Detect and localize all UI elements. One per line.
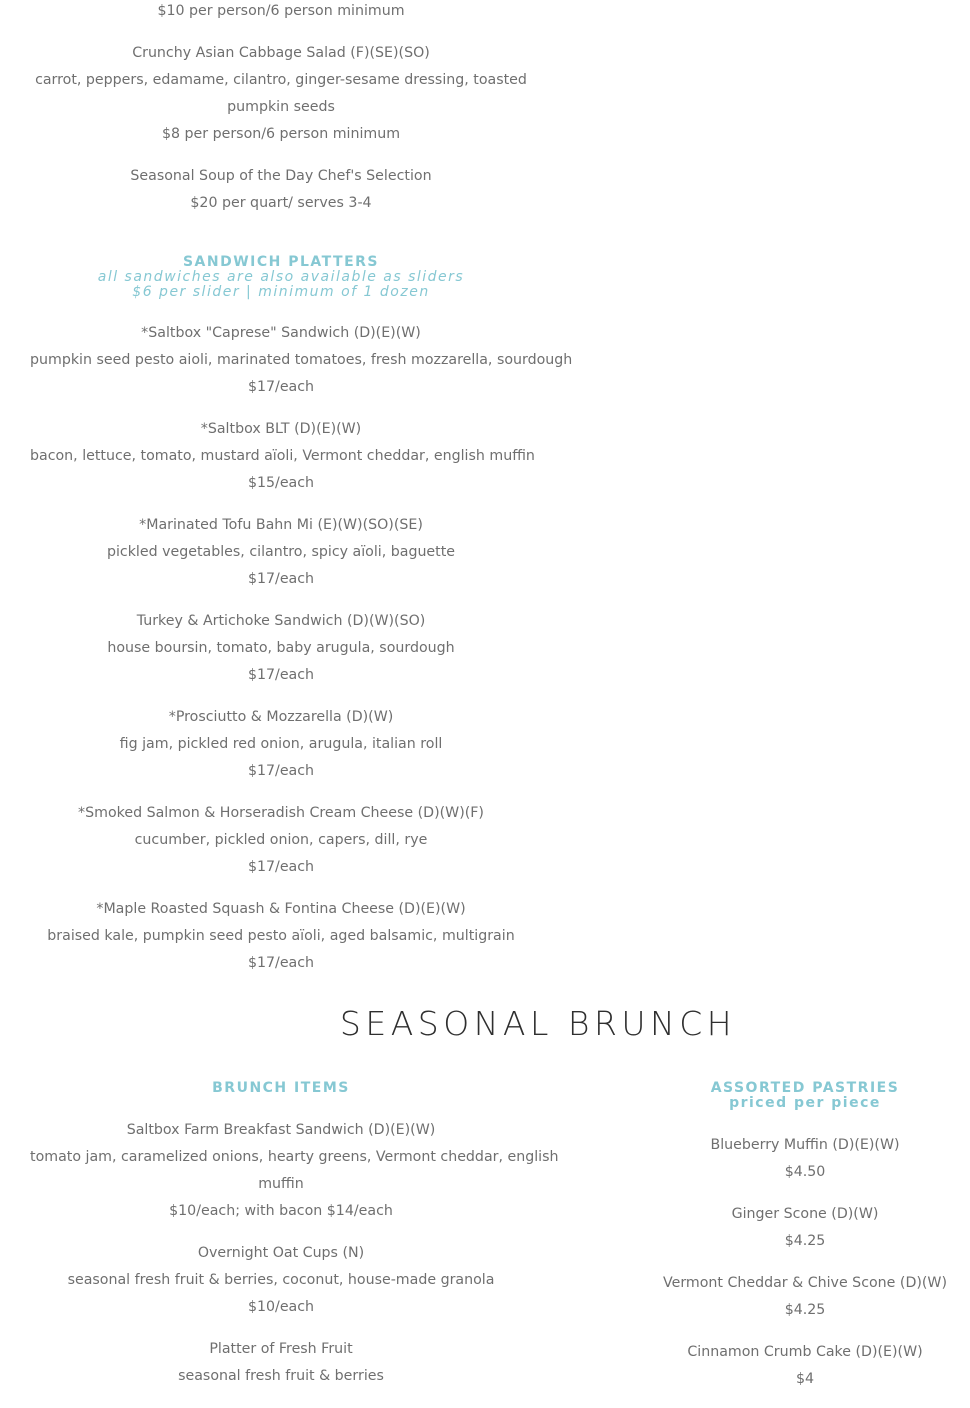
item-price: $4.25 (784, 1302, 826, 1318)
assorted-pastries-section (660, 1081, 950, 1408)
item-description: seasonal fresh fruit & berries (178, 1368, 384, 1384)
item-description: bacon, lettuce, tomato, mustard aïoli, Vermont cheddar, english muffin (30, 448, 535, 464)
item-price: $10/each; with bacon $14/each (169, 1203, 393, 1219)
section-subheading: priced per piece (729, 1095, 881, 1111)
item-description: braised kale, pumpkin seed pesto aïoli, aged balsamic, multigrain (47, 928, 515, 944)
list-item (660, 1132, 950, 1186)
item-name: *Prosciutto & Mozzarella (D)(W) (168, 709, 394, 725)
item-name: Overnight Oat Cups (N) (197, 1245, 365, 1261)
list-item (30, 40, 532, 148)
item-name: Turkey & Artichoke Sandwich (D)(W)(SO) (136, 613, 426, 629)
list-item (660, 1201, 950, 1255)
section-subheading: all sandwiches are also available as sliders (97, 269, 465, 285)
item-name: *Saltbox BLT (D)(E)(W) (200, 421, 362, 437)
list-item (30, 512, 532, 593)
section-heading: BRUNCH ITEMS (212, 1080, 350, 1096)
item-price: $10 per person/6 person minimum (157, 3, 405, 19)
list-item (30, 416, 535, 497)
item-description: carrot, peppers, edamame, cilantro, ginger-sesame dressing, toasted (35, 72, 527, 88)
brunch-items-section (30, 1080, 559, 1405)
list-item (660, 1270, 950, 1324)
item-name: Saltbox Farm Breakfast Sandwich (D)(E)(W) (126, 1122, 436, 1138)
item-price: $17/each (247, 571, 315, 587)
item-price: $4.50 (784, 1164, 826, 1180)
list-item (30, 0, 532, 25)
item-price: $4 (795, 1371, 815, 1387)
item-price: $10/each (247, 1299, 315, 1315)
item-description: tomato jam, caramelized onions, hearty greens, Vermont cheddar, english (30, 1149, 559, 1165)
item-name: *Saltbox "Caprese" Sandwich (D)(E)(W) (141, 325, 421, 341)
item-price: $17/each (247, 763, 315, 779)
item-description: pumpkin seed pesto aioli, marinated tomatoes, fresh mozzarella, sourdough (30, 352, 573, 368)
item-price: $4.25 (784, 1233, 826, 1249)
list-item (30, 896, 532, 977)
list-item (30, 163, 532, 217)
item-description: muffin (258, 1176, 304, 1192)
item-price: $15/each (247, 475, 315, 491)
item-description: fig jam, pickled red onion, arugula, italian roll (119, 736, 443, 752)
item-description: cucumber, pickled onion, capers, dill, rye (134, 832, 428, 848)
item-price: $20 per quart/ serves 3-4 (190, 195, 372, 211)
list-item (660, 1339, 950, 1393)
item-name: Platter of Fresh Fruit (209, 1341, 353, 1357)
item-description: house boursin, tomato, baby arugula, sourdough (107, 640, 455, 656)
section-subheading: $6 per slider | minimum of 1 dozen (132, 284, 430, 300)
item-price: $17/each (247, 955, 315, 971)
list-item (30, 1240, 532, 1321)
item-price: $8 per person/6 person minimum (161, 126, 401, 142)
item-price: $17/each (247, 859, 315, 875)
item-name: *Maple Roasted Squash & Fontina Cheese (D)(E)(W) (96, 901, 466, 917)
item-name: Ginger Scone (D)(W) (731, 1206, 879, 1222)
item-price: $17/each (247, 379, 315, 395)
section-heading: ASSORTED PASTRIES (710, 1080, 900, 1096)
list-item (30, 320, 573, 401)
sandwich-platters-section (30, 254, 573, 992)
item-price: $17/each (247, 667, 315, 683)
list-item (30, 1336, 532, 1390)
item-description: seasonal fresh fruit & berries, coconut, house-made granola (67, 1272, 495, 1288)
item-name: Seasonal Soup of the Day Chef's Selection (130, 168, 432, 184)
list-item (30, 608, 532, 689)
page-title: SEASONAL BRUNCH (339, 1004, 737, 1043)
list-item (30, 1117, 559, 1225)
section-heading: SANDWICH PLATTERS (182, 254, 380, 270)
item-description: pumpkin seeds (227, 99, 335, 115)
list-item (30, 704, 532, 785)
top-items (30, 0, 532, 232)
item-description: pickled vegetables, cilantro, spicy aïoli, baguette (106, 544, 456, 560)
item-name: Crunchy Asian Cabbage Salad (F)(SE)(SO) (132, 45, 430, 61)
item-name: *Marinated Tofu Bahn Mi (E)(W)(SO)(SE) (139, 517, 423, 533)
item-name: Vermont Cheddar & Chive Scone (D)(W) (662, 1275, 947, 1291)
item-name: Cinnamon Crumb Cake (D)(E)(W) (687, 1344, 923, 1360)
list-item (30, 800, 532, 881)
item-name: Blueberry Muffin (D)(E)(W) (710, 1137, 900, 1153)
item-name: *Smoked Salmon & Horseradish Cream Cheese (D)(W)(F) (78, 805, 484, 821)
